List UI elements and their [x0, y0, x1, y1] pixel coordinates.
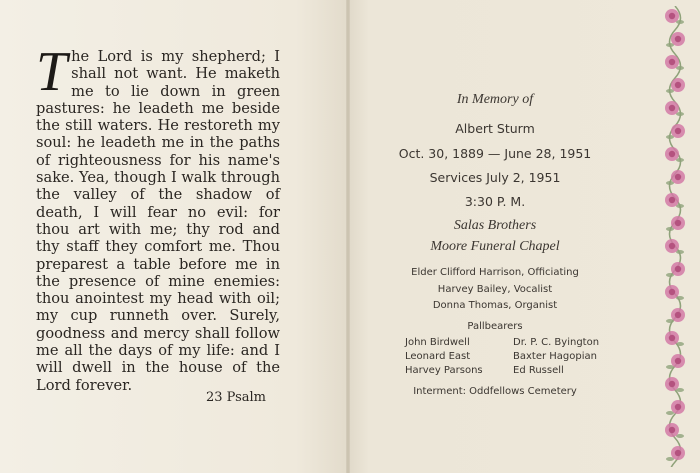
interment: Interment: Oddfellows Cemetery: [413, 386, 577, 397]
rose-center: [669, 59, 675, 65]
organist: Donna Thomas, Organist: [432, 300, 558, 311]
pallbearers-heading: Pallbearers: [467, 321, 523, 332]
rose-flower: [666, 216, 685, 231]
service-time: 3:30 P. M.: [464, 194, 526, 209]
deceased-name: Albert Sturm: [455, 121, 535, 136]
rose-flower: [665, 147, 684, 162]
left-page: [0, 0, 348, 473]
funeral-home-line2: Moore Funeral Chapel: [430, 239, 560, 254]
rose-center: [669, 197, 675, 203]
rose-flower: [666, 78, 685, 93]
rose-center: [675, 266, 681, 272]
pallbearer-name: Harvey Parsons: [405, 365, 483, 376]
rose-flower: [665, 423, 684, 438]
rose-flower: [666, 262, 685, 277]
floral-border: [660, 6, 690, 467]
vocalist: Harvey Bailey, Vocalist: [437, 284, 553, 295]
rose-center: [669, 13, 675, 19]
rose-center: [675, 36, 681, 42]
pallbearer-name: Ed Russell: [513, 365, 564, 376]
pallbearer-name: Baxter Hagopian: [513, 351, 597, 362]
rose-center: [669, 335, 675, 341]
rose-flower: [665, 55, 684, 70]
rose-flower: [666, 446, 685, 461]
rose-flower: [666, 170, 685, 185]
rose-flower: [665, 285, 684, 300]
pallbearer-name: John Birdwell: [405, 337, 470, 348]
rose-flower: [665, 331, 684, 346]
rose-center: [675, 450, 681, 456]
rose-center: [669, 151, 675, 157]
pallbearer-name: Leonard East: [405, 351, 471, 362]
rose-center: [669, 381, 675, 387]
rose-flower: [666, 354, 685, 369]
rose-center: [675, 404, 681, 410]
rose-flower: [665, 101, 684, 116]
rose-flower: [665, 377, 684, 392]
psalm-reference: 23 Psalm: [206, 390, 266, 405]
rose-center: [675, 358, 681, 364]
rose-center: [675, 312, 681, 318]
funeral-home-line1: Salas Brothers: [453, 218, 537, 233]
life-dates: Oct. 30, 1889 — June 28, 1951: [398, 146, 592, 161]
rose-flower: [665, 193, 684, 208]
officiant: Elder Clifford Harrison, Officiating: [411, 267, 579, 278]
vine-stem: [670, 6, 681, 467]
rose-center: [669, 243, 675, 249]
psalm-text-block: [36, 41, 280, 394]
psalm-dropcap: T: [36, 41, 68, 103]
rose-flower: [665, 239, 684, 254]
rose-center: [675, 174, 681, 180]
floral-border-art: [660, 6, 690, 467]
rose-center: [675, 220, 681, 226]
psalm-body: he Lord is my shepherd; I shall not want. He maketh me to lie down in green pastures: he leadeth me beside the still waters. He restoreth my soul: he leadeth me in the paths of righteousness for his name's sake. Yea, though I walk through the valley of the shadow of death, I will fear no evil: for thou art with me; thy rod and thy staff they comfort me. Thou preparest a table before me in the presence of mine enemies: thou anointest my head with oil; my cup runneth over. Surely, goodness and mercy shall follow me all the days of my life: and I will dwell in the house of the Lord forever.: [36, 48, 280, 394]
rose-flower: [666, 400, 685, 415]
rose-flower: [666, 124, 685, 139]
rose-center: [669, 105, 675, 111]
rose-center: [675, 128, 681, 134]
memorial-heading: In Memory of: [456, 92, 534, 107]
rose-center: [675, 82, 681, 88]
center-fold: [346, 0, 350, 473]
rose-center: [669, 427, 675, 433]
rose-flower: [666, 32, 685, 47]
pallbearer-name: Dr. P. C. Byington: [513, 337, 600, 348]
rose-center: [669, 289, 675, 295]
memorial-details: [370, 0, 620, 473]
rose-flower: [666, 308, 685, 323]
service-date: Services July 2, 1951: [429, 170, 561, 185]
